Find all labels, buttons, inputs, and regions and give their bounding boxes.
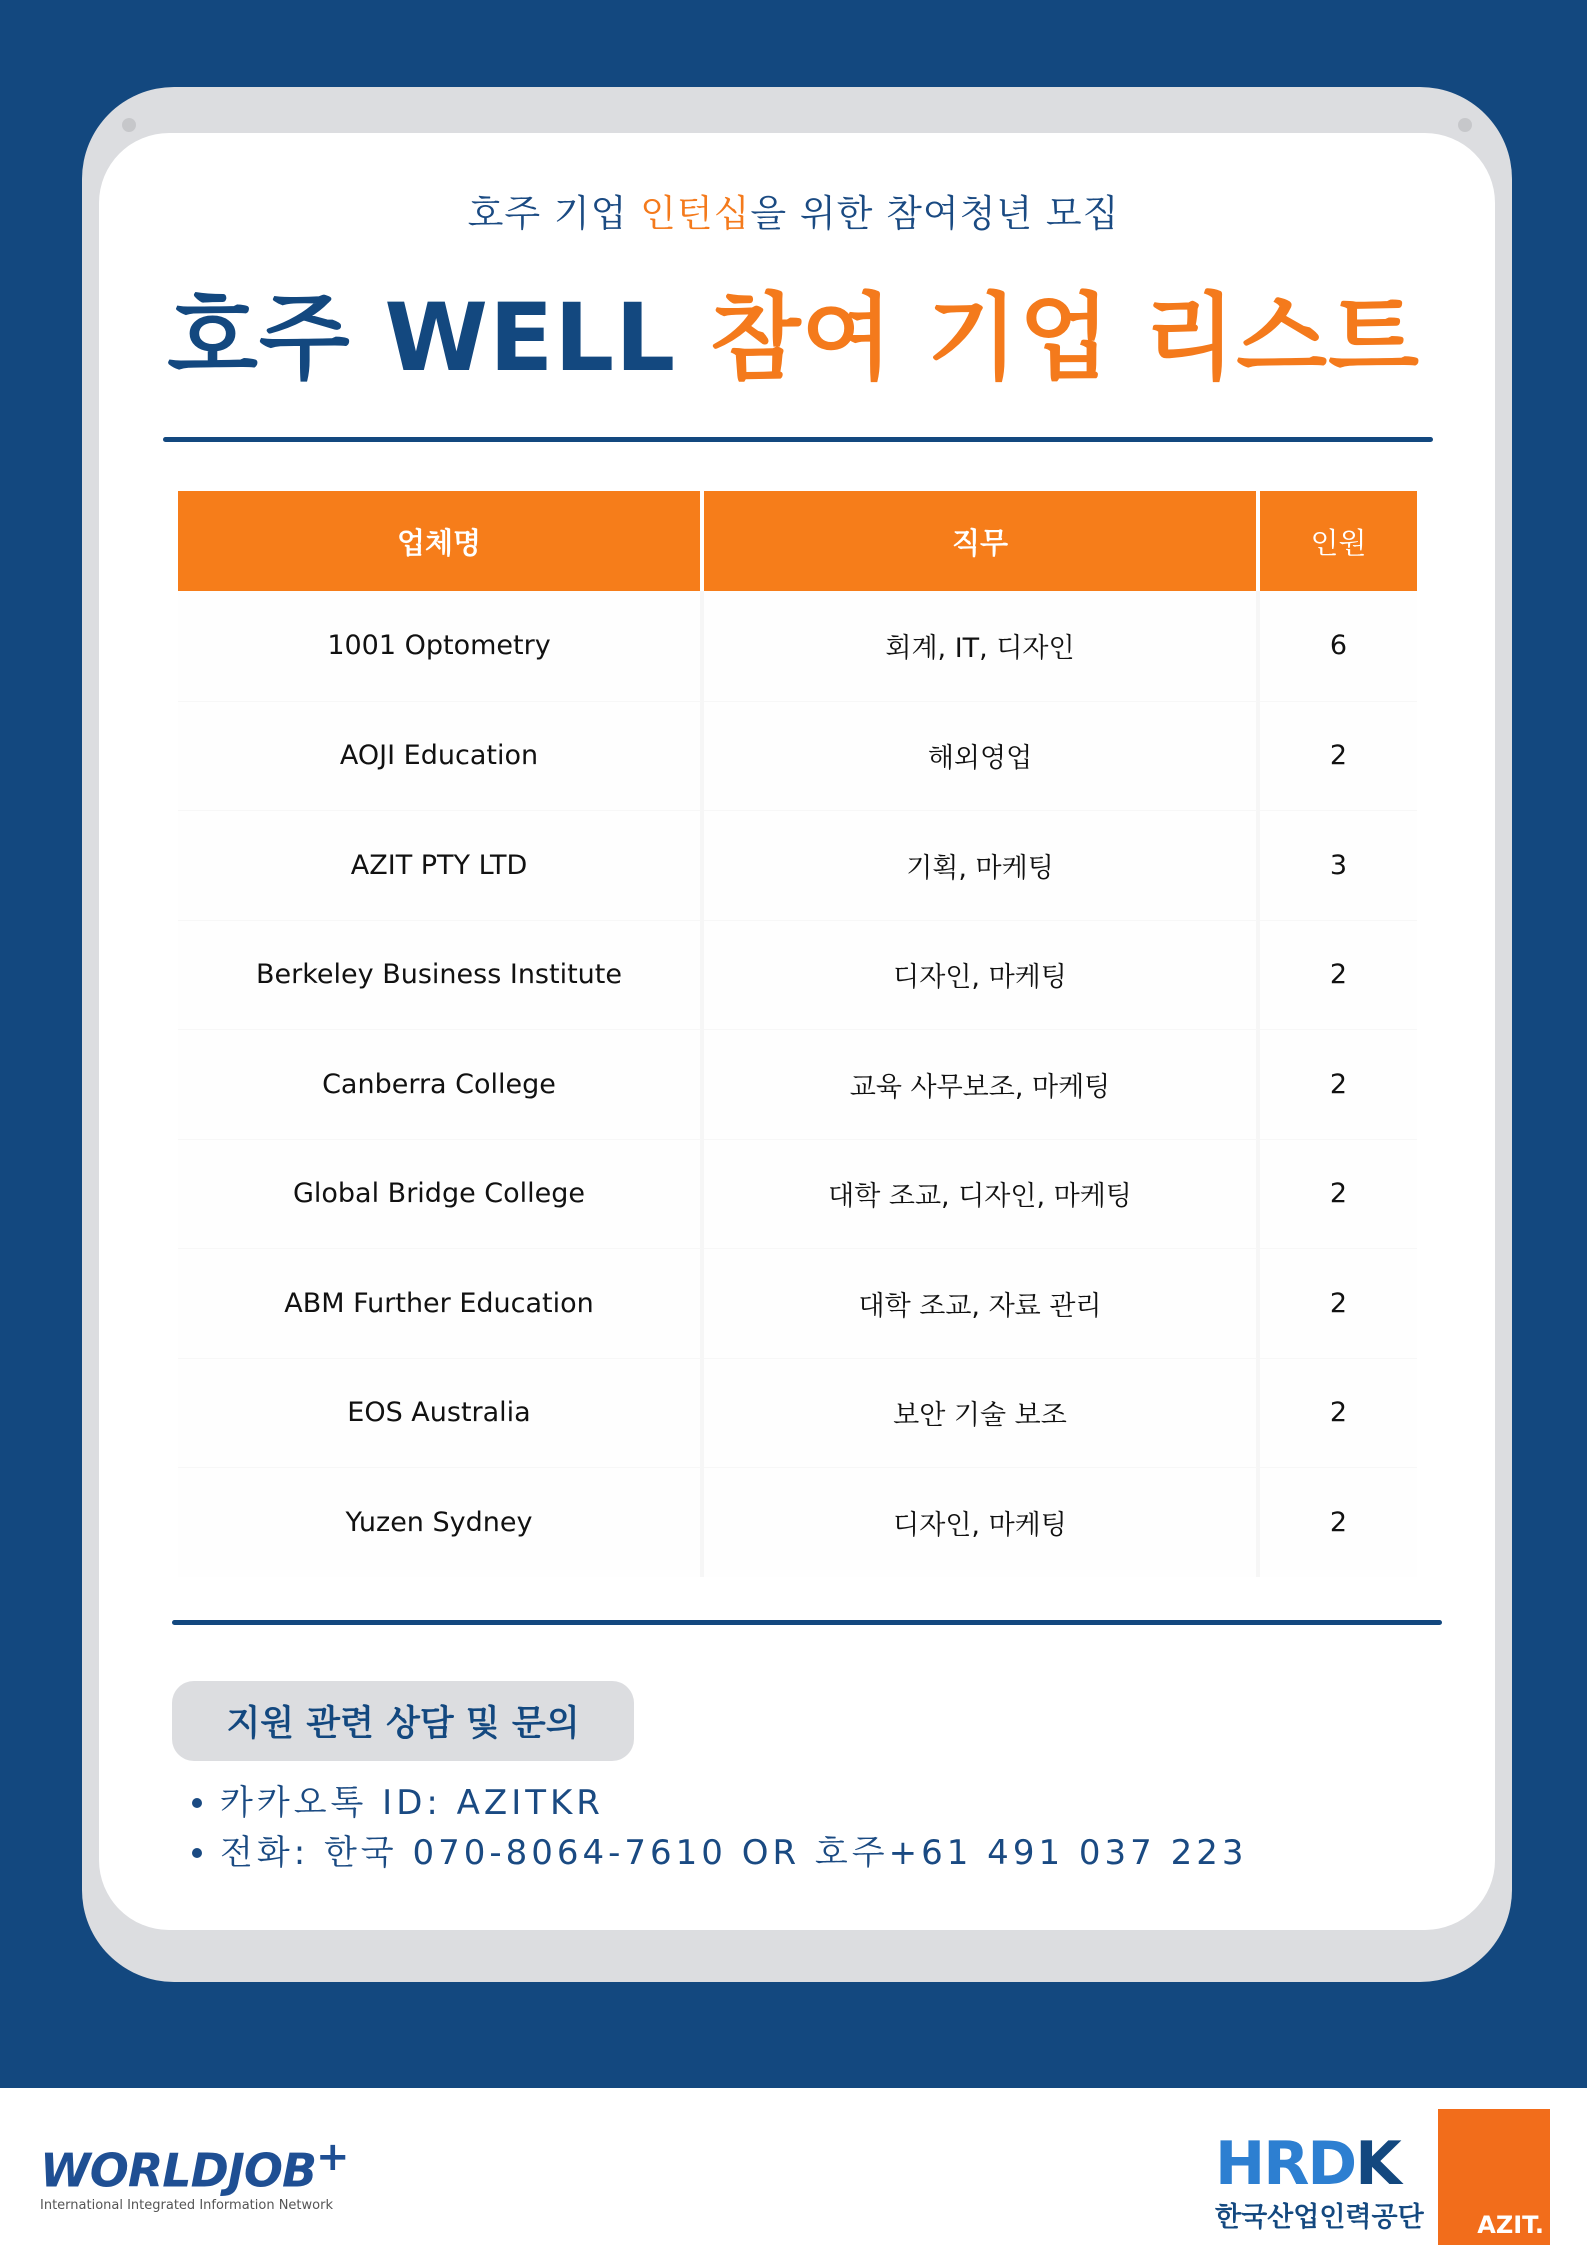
worldjob-tagline: International Integrated Information Network	[40, 2198, 333, 2214]
subtitle	[0, 183, 1587, 237]
cell-role: 해외영업	[704, 701, 1260, 811]
cell-role: 보안 기술 보조	[704, 1358, 1260, 1468]
title-orange: 참여 기업 리스트	[709, 284, 1420, 393]
table-row	[178, 591, 1417, 701]
cell-count: 2	[1260, 1139, 1417, 1249]
hrdk-wordmark	[1215, 2129, 1415, 2199]
cell-count: 2	[1260, 1248, 1417, 1358]
cell-count: 6	[1260, 591, 1417, 701]
table-row	[178, 1358, 1417, 1468]
contact-phone-text: 전화: 한국 070-8064-7610 OR 호주+61 491 037 223	[220, 1833, 1248, 1873]
cell-count: 2	[1260, 1029, 1417, 1139]
cell-company: ABM Further Education	[178, 1248, 704, 1358]
table-row	[178, 1248, 1417, 1358]
azit-text: AZIT.	[1477, 2211, 1544, 2239]
worldjob-wordmark	[40, 2131, 349, 2196]
cell-count: 2	[1260, 920, 1417, 1030]
cell-company: Canberra College	[178, 1029, 704, 1139]
table-row	[178, 920, 1417, 1030]
hrdk-k: K	[1355, 2129, 1400, 2199]
cell-company: Berkeley Business Institute	[178, 920, 704, 1030]
table-header	[178, 491, 1417, 591]
cell-role: 회계, IT, 디자인	[704, 591, 1260, 701]
footer	[0, 2088, 1587, 2245]
bullet-icon	[192, 1798, 202, 1808]
hrdk-org-name: 한국산업인력공단	[1215, 2202, 1424, 2233]
cell-role: 디자인, 마케팅	[704, 920, 1260, 1030]
table-row	[178, 1139, 1417, 1249]
hrdk-logo	[1215, 2129, 1424, 2234]
cell-company: AOJI Education	[178, 701, 704, 811]
pin-left	[122, 118, 136, 132]
header-role: 직무	[704, 491, 1260, 591]
header-company: 업체명	[178, 491, 704, 591]
contact-kakao-text: 카카오톡 ID: AZITKR	[220, 1783, 604, 1823]
cell-company: AZIT PTY LTD	[178, 810, 704, 920]
cell-company: Global Bridge College	[178, 1139, 704, 1249]
cell-count: 2	[1260, 1358, 1417, 1468]
subtitle-pre: 호주 기업	[467, 192, 641, 235]
table-row	[178, 1029, 1417, 1139]
table-row	[178, 701, 1417, 811]
bottom-divider	[172, 1620, 1442, 1625]
company-table	[178, 491, 1417, 1577]
cell-role: 디자인, 마케팅	[704, 1467, 1260, 1577]
contact-list	[190, 1778, 1247, 1878]
cell-company: Yuzen Sydney	[178, 1467, 704, 1577]
cell-count: 2	[1260, 1467, 1417, 1577]
pin-right	[1458, 118, 1472, 132]
cell-company: 1001 Optometry	[178, 591, 704, 701]
cell-role: 기획, 마케팅	[704, 810, 1260, 920]
table-row	[178, 810, 1417, 920]
page-title	[0, 262, 1587, 397]
cell-role: 교육 사무보조, 마케팅	[704, 1029, 1260, 1139]
cell-count: 2	[1260, 701, 1417, 811]
worldjob-plus: +	[316, 2134, 349, 2180]
bullet-icon	[192, 1848, 202, 1858]
contact-heading: 지원 관련 상담 및 문의	[172, 1681, 634, 1761]
contact-item-kakao	[190, 1778, 1247, 1828]
cell-role: 대학 조교, 디자인, 마케팅	[704, 1139, 1260, 1249]
header-count: 인원	[1260, 491, 1417, 591]
cell-role: 대학 조교, 자료 관리	[704, 1248, 1260, 1358]
subtitle-post: 을 위한 참여청년 모집	[750, 192, 1120, 235]
table-row	[178, 1467, 1417, 1577]
worldjob-text: WORLDJOB	[40, 2143, 317, 2198]
worldjob-logo	[40, 2131, 349, 2213]
title-blue: 호주 WELL	[167, 284, 710, 393]
hrdk-text: HRD	[1215, 2129, 1356, 2199]
azit-logo	[1438, 2109, 1550, 2245]
contact-item-phone	[190, 1828, 1247, 1878]
cell-count: 3	[1260, 810, 1417, 920]
subtitle-highlight: 인턴십	[640, 192, 751, 235]
cell-company: EOS Australia	[178, 1358, 704, 1468]
top-divider	[163, 437, 1433, 442]
